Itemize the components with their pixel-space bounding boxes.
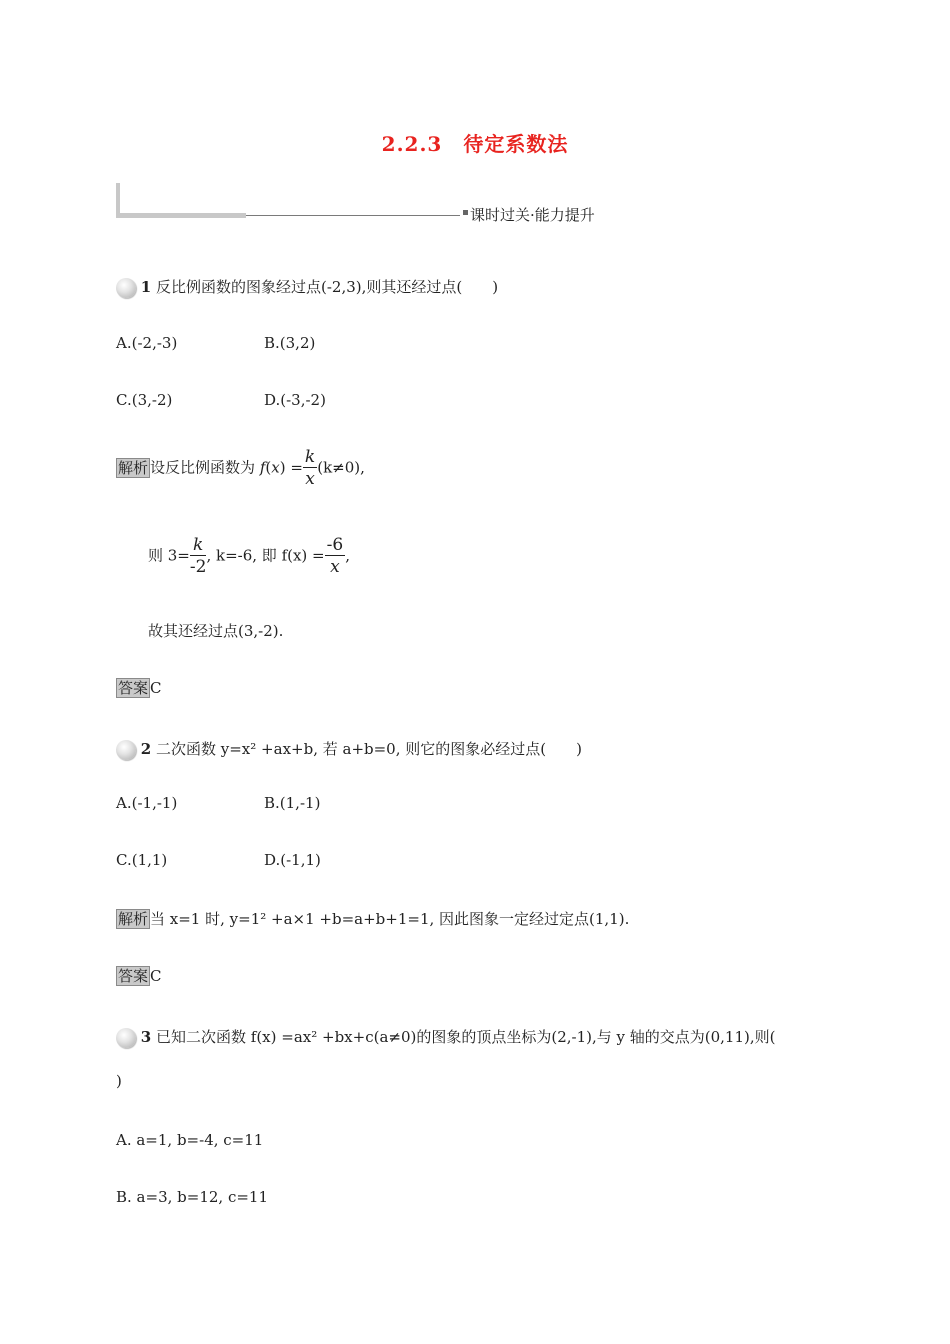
solution-text: (k≠0), — [317, 458, 365, 477]
solution-text: 设反比例函数为 — [150, 458, 256, 477]
answer-value: C — [150, 679, 162, 697]
fraction-k-over-x: $\frac{k}{x}$ — [304, 447, 316, 489]
solution-text: , — [345, 546, 350, 565]
question-stem: 已知二次函数 f(x) =ax² +bx+c(a≠0)的图象的顶点坐标为(2,-1),与 y 轴的交点为(0,11),则( — [156, 1028, 776, 1046]
option-b: B.(3,2) — [264, 334, 316, 352]
section-banner: 课时过关·能力提升 — [470, 206, 595, 224]
question-number: 2 — [140, 740, 152, 758]
option-d: D.(-3,-2) — [264, 391, 326, 409]
solution-line-2 — [148, 535, 350, 578]
option-a: A.(-1,-1) — [116, 794, 178, 812]
solution-2 — [116, 908, 629, 929]
solution-text: 则 3= — [148, 546, 190, 565]
question-circle-icon — [116, 1028, 136, 1048]
option-d: D.(-1,1) — [264, 851, 321, 869]
option-b: B.(1,-1) — [264, 794, 321, 812]
question-stem: 反比例函数的图象经过点(-2,3),则其还经过点( ) — [156, 278, 499, 296]
question-1 — [116, 276, 498, 298]
solution-text: , k=-6, 即 f(x) = — [206, 546, 325, 565]
fraction-minus6-over-x: $\frac{-6}{x}$ — [326, 535, 344, 577]
math-x: x — [271, 458, 280, 477]
math-f: f — [259, 458, 266, 477]
analysis-tag: 解析 — [118, 910, 149, 928]
banner-line — [246, 215, 460, 216]
solution-line-1: 解析 设反比例函数为 f(x) = $\frac{k}{x}$ (k≠0), — [118, 447, 365, 489]
fraction-k-over-minus2: $\frac{k}{-2}$ — [189, 535, 207, 577]
page-title: 2.2.3 待定系数法 — [381, 132, 569, 156]
option-a: A. a=1, b=-4, c=11 — [116, 1131, 264, 1149]
question-2 — [116, 738, 582, 760]
option-b: B. a=3, b=12, c=11 — [116, 1188, 268, 1206]
answer-1 — [116, 678, 162, 698]
question-number: 1 — [140, 278, 152, 296]
question-circle-icon — [116, 740, 136, 760]
option-c: C.(1,1) — [116, 851, 168, 869]
analysis-tag: 解析 — [118, 458, 149, 477]
banner-bracket — [116, 183, 120, 217]
banner-bullet — [463, 210, 468, 215]
solution-text: 当 x=1 时, y=1² +a×1 +b=a+b+1=1, 因此图象一定经过定点(1,1). — [150, 910, 630, 928]
answer-value: C — [150, 967, 162, 985]
answer-2 — [116, 966, 162, 986]
solution-line-3: 故其还经过点(3,-2). — [148, 622, 284, 640]
option-c: C.(3,-2) — [116, 391, 173, 409]
banner-bar — [116, 213, 246, 218]
question-stem-end: ) — [116, 1072, 122, 1090]
option-a: A.(-2,-3) — [116, 334, 178, 352]
question-stem: 二次函数 y=x² +ax+b, 若 a+b=0, 则它的图象必经过点( ) — [156, 740, 582, 758]
question-3 — [116, 1026, 776, 1048]
question-circle-icon — [116, 278, 136, 298]
answer-tag: 答案 — [118, 679, 149, 697]
question-number: 3 — [140, 1028, 152, 1046]
answer-tag: 答案 — [118, 967, 149, 985]
